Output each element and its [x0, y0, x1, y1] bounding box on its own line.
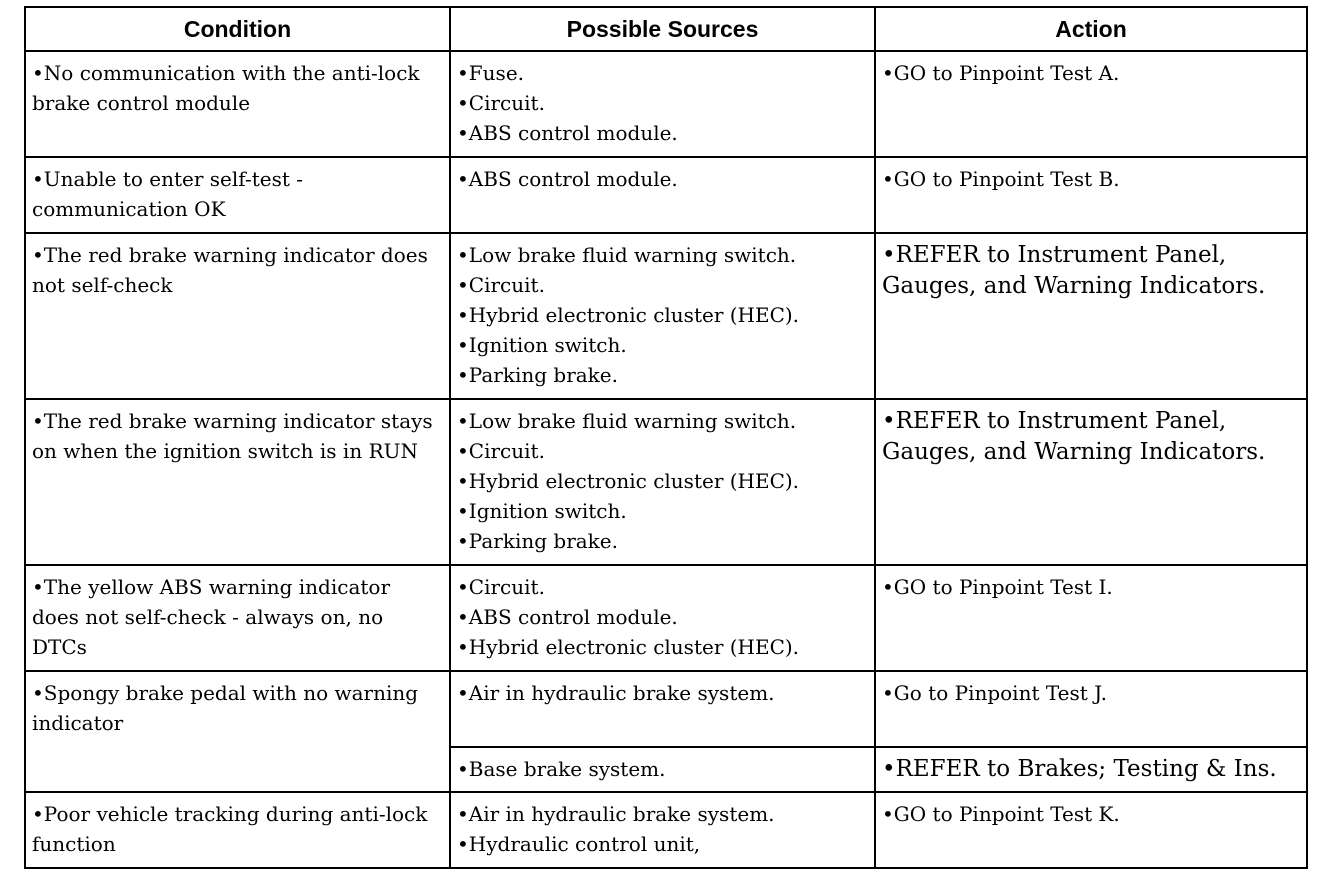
- condition-cell: •The yellow ABS warning indicator does not self-check - always on, no DTCs: [25, 565, 450, 671]
- source-item: •Ignition switch.: [457, 333, 627, 357]
- action-cell: •REFER to Instrument Panel, Gauges, and Warning Indicators.: [875, 399, 1307, 565]
- condition-cell: •No communication with the anti-lock brake control module: [25, 51, 450, 157]
- sources-cell: [450, 157, 875, 233]
- sources-cell: [450, 792, 875, 868]
- diagnosis-table: [24, 6, 1308, 869]
- sources-cell: [450, 399, 875, 565]
- action-cell: •GO to Pinpoint Test B.: [875, 157, 1307, 233]
- condition-cell: •The red brake warning indicator does not self-check: [25, 233, 450, 399]
- source-item: •Parking brake.: [457, 363, 618, 387]
- source-item: •Air in hydraulic brake system.: [457, 681, 775, 705]
- source-item: •ABS control module.: [457, 121, 678, 145]
- source-item: •Hybrid electronic cluster (HEC).: [457, 469, 800, 493]
- sources-cell: [450, 51, 875, 157]
- action-cell: •GO to Pinpoint Test I.: [875, 565, 1307, 671]
- source-item: •Ignition switch.: [457, 499, 627, 523]
- source-item: •Air in hydraulic brake system.: [457, 802, 775, 826]
- header-action: Action: [875, 7, 1307, 51]
- source-item: •Circuit.: [457, 91, 545, 115]
- source-item: •Base brake system.: [457, 757, 666, 781]
- sources-cell: [450, 747, 875, 792]
- source-item: •Hybrid electronic cluster (HEC).: [457, 303, 800, 327]
- header-possible-sources: Possible Sources: [450, 7, 875, 51]
- action-cell: •Go to Pinpoint Test J.: [875, 671, 1307, 747]
- source-item: •Parking brake.: [457, 529, 618, 553]
- condition-cell: •Unable to enter self-test - communication OK: [25, 157, 450, 233]
- source-item: •Circuit.: [457, 273, 545, 297]
- source-item: •Low brake fluid warning switch.: [457, 409, 797, 433]
- table-row: [25, 565, 1307, 671]
- action-cell: •GO to Pinpoint Test K.: [875, 792, 1307, 868]
- condition-cell: •The red brake warning indicator stays on when the ignition switch is in RUN: [25, 399, 450, 565]
- source-item: •ABS control module.: [457, 167, 678, 191]
- table-row: [25, 792, 1307, 868]
- table-row: [25, 671, 1307, 747]
- sources-cell: [450, 233, 875, 399]
- sources-cell: [450, 565, 875, 671]
- action-cell: •REFER to Brakes; Testing & Ins.: [875, 747, 1307, 792]
- source-item: •Fuse.: [457, 61, 525, 85]
- action-cell: •REFER to Instrument Panel, Gauges, and Warning Indicators.: [875, 233, 1307, 399]
- source-item: •ABS control module.: [457, 605, 678, 629]
- table-row: [25, 51, 1307, 157]
- table-row: [25, 399, 1307, 565]
- sources-cell: [450, 671, 875, 747]
- source-item: •Low brake fluid warning switch.: [457, 243, 797, 267]
- table-row: [25, 233, 1307, 399]
- condition-cell: •Spongy brake pedal with no warning indicator: [25, 671, 450, 792]
- condition-cell: •Poor vehicle tracking during anti-lock function: [25, 792, 450, 868]
- header-row: [25, 7, 1307, 51]
- source-item: •Hydraulic control unit,: [457, 832, 701, 856]
- action-cell: •GO to Pinpoint Test A.: [875, 51, 1307, 157]
- source-item: •Circuit.: [457, 575, 545, 599]
- table-row: [25, 157, 1307, 233]
- source-item: •Hybrid electronic cluster (HEC).: [457, 635, 800, 659]
- source-item: •Circuit.: [457, 439, 545, 463]
- header-condition: Condition: [25, 7, 450, 51]
